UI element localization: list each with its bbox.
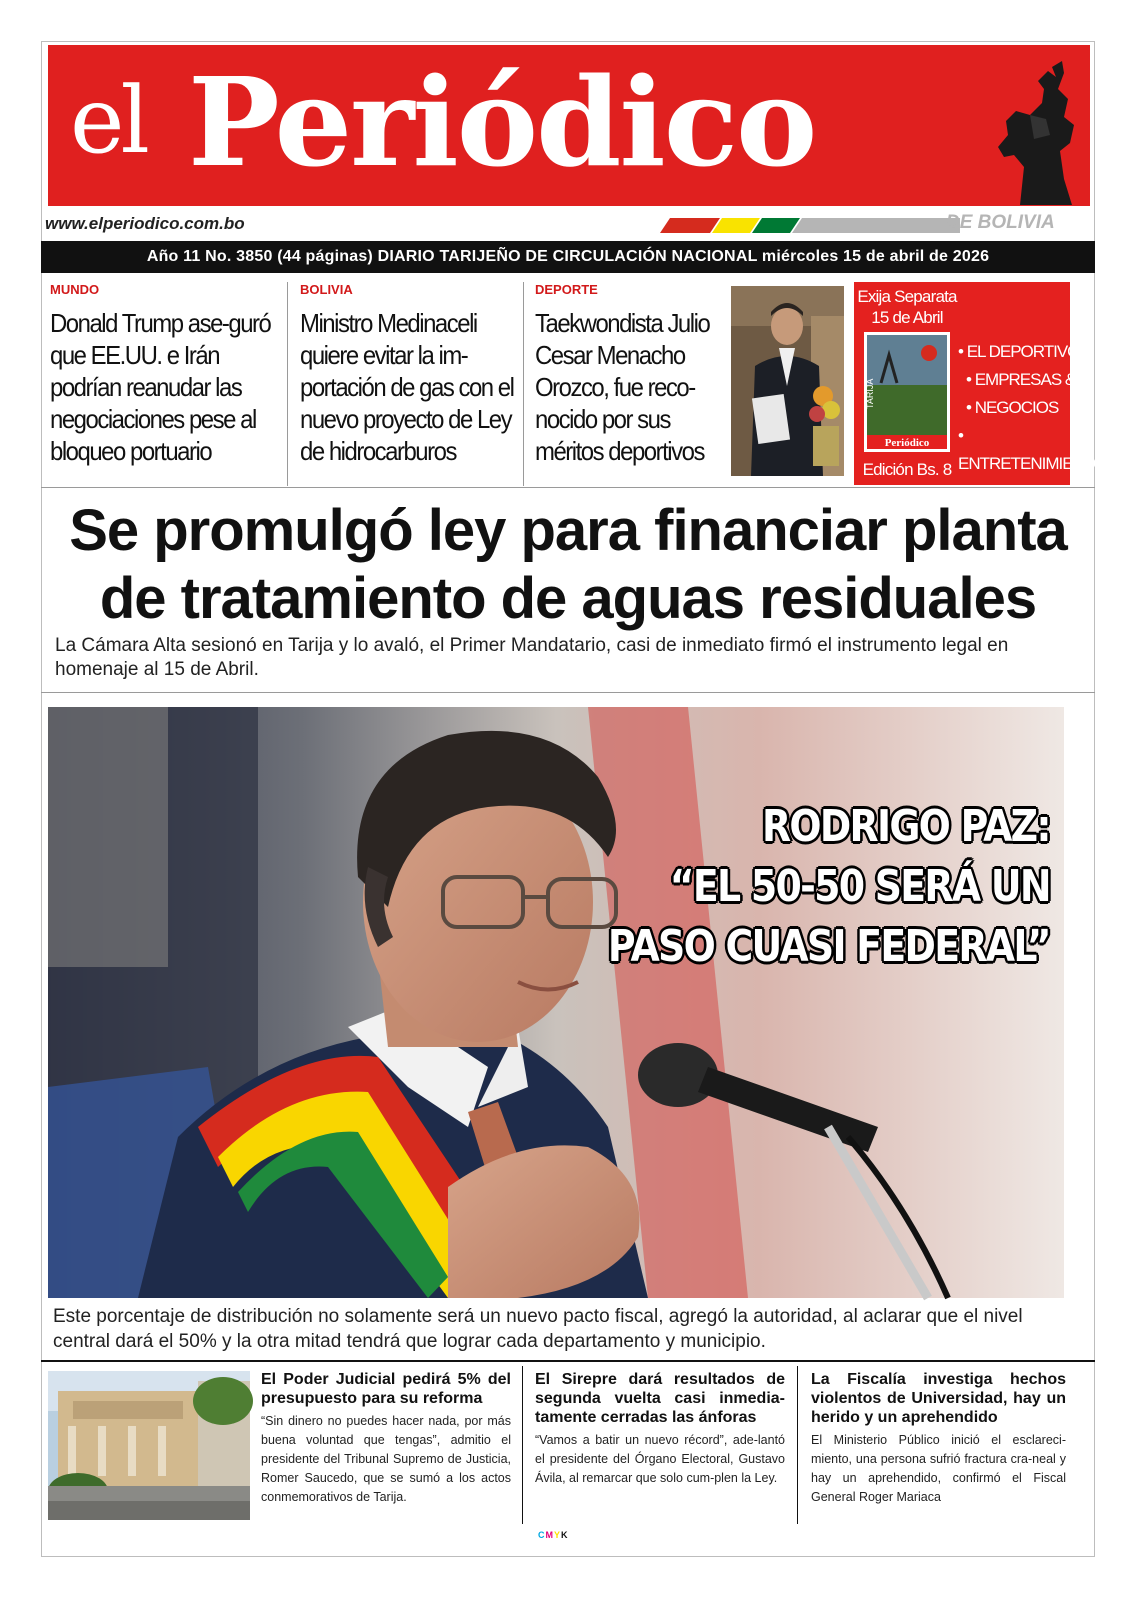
supplement-cover-image — [867, 335, 947, 449]
bottom-headline: El Sirepre dará resultados de segunda vuelta casi inmedia-tamente cerradas las ánforas — [535, 1371, 785, 1426]
teaser-headline: Donald Trump ase-guró que EE.UU. e Irán podrían reanudar las negociaciones pese al bloqueo portuario — [50, 308, 271, 466]
supplement-promo[interactable] — [854, 282, 1106, 485]
flag-stripes — [660, 218, 960, 233]
promo-item: • NEGOCIOS — [958, 394, 1105, 422]
section-divider — [41, 487, 1095, 488]
masthead-title: Periódico — [188, 50, 816, 194]
bottom-headline: El Poder Judicial pedirá 5% del presupuesto para su reforma — [261, 1371, 511, 1407]
cmyk-k: K — [561, 1530, 569, 1540]
cmyk-marks — [538, 1530, 569, 1540]
pull-quote-line: PASO CUASI FEDERAL” — [608, 921, 1050, 972]
site-url: www.elperiodico.com.bo — [45, 214, 245, 233]
bottom-body: “Vamos a batir un nuevo récord”, ade-lantó el presidente del Órgano Electoral, Gustavo Ávila, al remarcar que solo cum-plen la Ley. — [535, 1433, 785, 1485]
teaser-headline: Taekwondista Julio Cesar Menacho Orozco, fue reco-nocido por sus méritos deportivos — [535, 308, 710, 466]
column-divider — [522, 1366, 523, 1524]
main-headline[interactable] — [41, 497, 1095, 633]
bottom-story-judicial[interactable] — [261, 1370, 511, 1507]
supplement-cover-label: Periódico — [884, 437, 930, 449]
bottom-story-fiscalia[interactable] — [811, 1370, 1066, 1507]
court-building-image — [48, 1371, 250, 1520]
bottom-headline: La Fiscalía investiga hechos violentos de Universidad, hay un herido y un aprehendido — [811, 1371, 1066, 1426]
promo-list — [958, 338, 1105, 478]
section-divider — [41, 1360, 1095, 1362]
promo-title-line: Exija Separata — [857, 287, 957, 306]
main-headline-line: Se promulgó ley para financiar planta — [69, 498, 1067, 563]
teaser-section: DEPORTE — [535, 282, 598, 297]
teaser-deporte[interactable] — [535, 282, 727, 486]
main-photo — [48, 707, 1064, 1298]
supplement-cover — [864, 332, 950, 452]
pull-quote-line: RODRIGO PAZ: — [762, 801, 1050, 852]
main-headline-line: de tratamiento de aguas residuales — [99, 566, 1037, 631]
bottom-body: El Ministerio Público inició el esclareci-miento, una persona sufrió fractura cra-neal y hay un aprehendido, confirmó el Fiscal General Roger Mariaca — [811, 1433, 1066, 1504]
cmyk-c: C — [538, 1530, 546, 1540]
cmyk-m: M — [545, 1530, 554, 1540]
photo-caption: Este porcentaje de distribución no solamente será un nuevo pacto fiscal, agregó la autoridad, al aclarar que el nivel central dará el 50% y la otra mitad tendrá que lograr cada departamento y municipio. — [53, 1306, 1023, 1352]
cmyk-y: Y — [554, 1530, 562, 1540]
dateline: Año 11 No. 3850 (44 páginas) DIARIO TARIJEÑO DE CIRCULACIÓN NACIONAL miércoles 15 de abril de 2026 — [41, 241, 1095, 273]
promo-item: • EL DEPORTIVO — [958, 338, 1105, 366]
masthead — [48, 45, 1090, 206]
teaser-mundo[interactable] — [50, 282, 280, 486]
masthead-subtitle: DE BOLIVIA — [946, 212, 1055, 233]
column-divider — [797, 1366, 798, 1524]
pull-quote-line: “EL 50-50 SERÁ UN — [669, 861, 1050, 912]
equestrian-statue-icon — [990, 59, 1082, 205]
bottom-story-sirepre[interactable] — [535, 1370, 785, 1488]
main-deck: La Cámara Alta sesionó en Tarija y lo avaló, el Primer Mandatario, casi de inmediato firmó el instrumento legal en homenaje al 15 de Abril. — [55, 635, 1009, 680]
promo-item: • EMPRESAS & — [958, 366, 1105, 394]
teaser-section: BOLIVIA — [300, 282, 353, 297]
pull-quote — [608, 797, 1050, 977]
main-photo-image — [48, 707, 1064, 1298]
court-building-photo — [48, 1371, 250, 1520]
athlete-photo — [731, 286, 844, 476]
promo-price: Edición Bs. 8 — [862, 460, 952, 479]
masthead-el: el — [70, 67, 146, 174]
teaser-bolivia[interactable] — [300, 282, 515, 486]
promo-title-line: 15 de Abril — [871, 308, 943, 327]
column-divider — [523, 282, 524, 486]
section-divider — [41, 692, 1095, 693]
promo-item: • ENTRETENIMIENTO — [958, 422, 1105, 478]
supplement-cover-side: TARIJA — [865, 378, 875, 409]
bottom-body: “Sin dinero no puedes hacer nada, por más buena voluntad que tengas”, admitio el presidente del Tribunal Supremo de Justicia, Romer Saucedo, que se sumó a los actos conmemorativos de Tarija. — [261, 1414, 511, 1504]
column-divider — [287, 282, 288, 486]
teaser-headline: Ministro Medinaceli quiere evitar la im-portación de gas con el nuevo proyecto de Ley de hidrocarburos — [300, 308, 514, 466]
promo-title — [854, 286, 960, 328]
teaser-section: MUNDO — [50, 282, 100, 297]
